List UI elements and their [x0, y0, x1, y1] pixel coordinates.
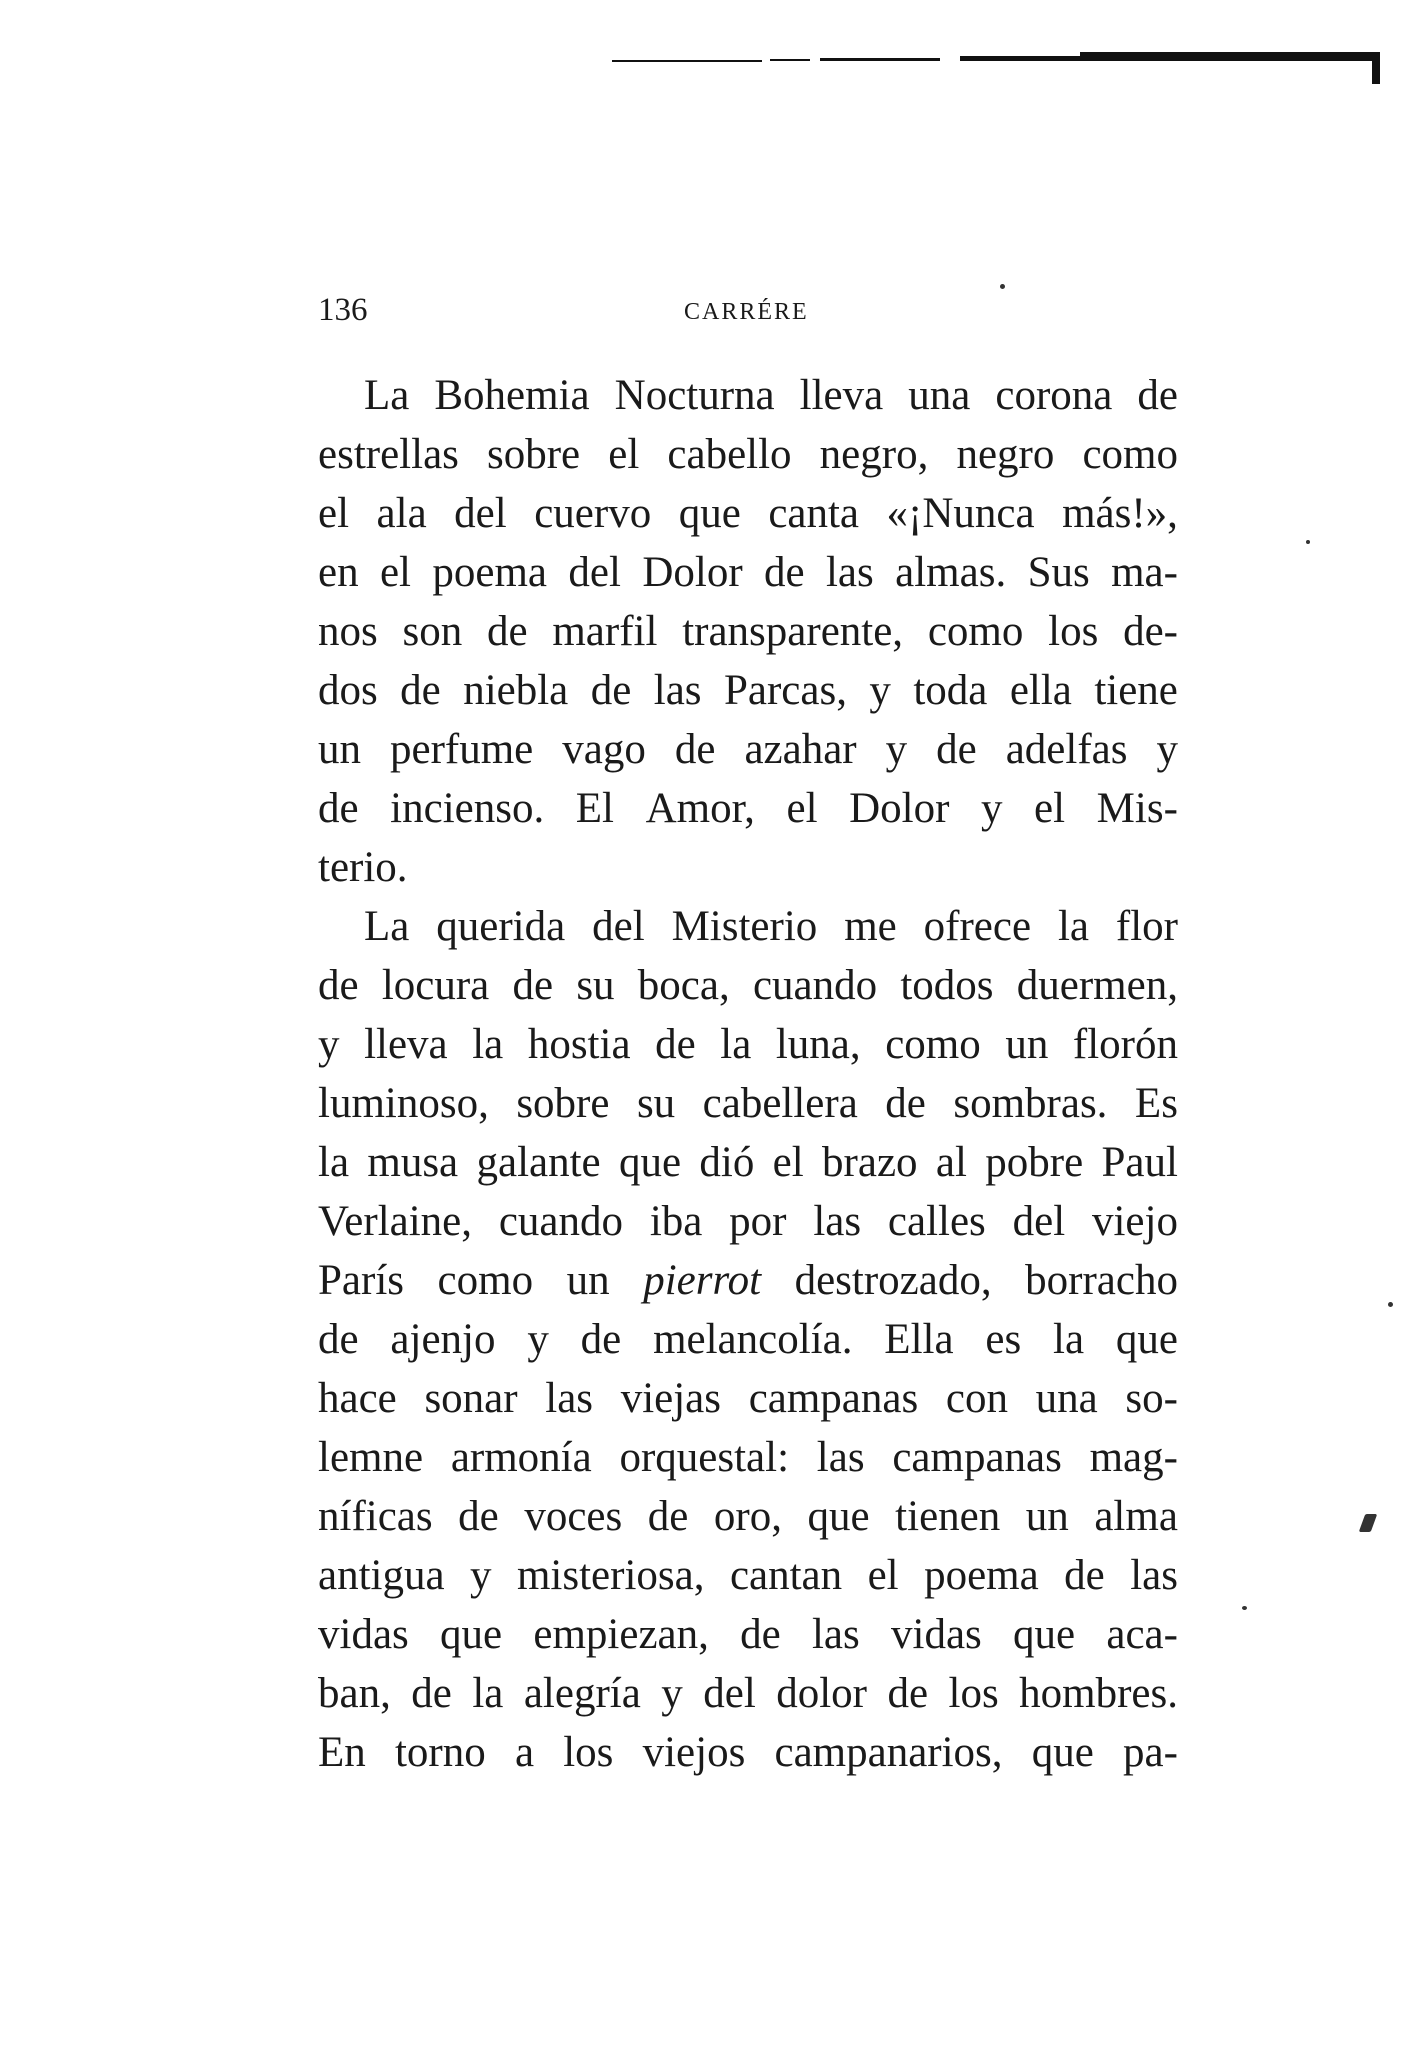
word: y [470, 1552, 492, 1599]
word: luna, [775, 1021, 861, 1068]
word: azahar [744, 726, 857, 773]
word: por [729, 1198, 787, 1245]
word: destrozado, [794, 1257, 992, 1304]
word: cuando [498, 1198, 623, 1245]
word: voces [524, 1493, 623, 1540]
word: Amor, [645, 785, 755, 832]
word: transparente, [682, 608, 904, 655]
word: la [720, 1021, 752, 1068]
word: níficas [318, 1493, 433, 1540]
word: del [568, 549, 621, 596]
text-line [318, 1487, 1178, 1546]
word: del [703, 1670, 756, 1717]
word: a [514, 1729, 535, 1776]
text-line [318, 1369, 1178, 1428]
word: las [653, 667, 702, 714]
word: corona [995, 372, 1113, 419]
word: antigua [318, 1552, 445, 1599]
word: locura [381, 962, 490, 1009]
scan-speck [1306, 540, 1310, 544]
word: la [472, 1021, 504, 1068]
word: de [1137, 372, 1178, 419]
word: pobre [985, 1139, 1084, 1186]
word: y [869, 667, 891, 714]
scan-speck [1242, 1606, 1247, 1610]
page-number: 136 [318, 292, 368, 328]
text-line [318, 1015, 1178, 1074]
word: los [948, 1670, 999, 1717]
word: canta [768, 490, 860, 537]
word: el [1034, 785, 1066, 832]
word: al [935, 1139, 967, 1186]
word: París [318, 1257, 404, 1304]
text-line [318, 1605, 1178, 1664]
word: y [661, 1670, 683, 1717]
word: del [454, 490, 507, 537]
word: los [563, 1729, 614, 1776]
word: como [885, 1021, 981, 1068]
word: vidas [318, 1611, 409, 1658]
word: ban, [318, 1670, 391, 1717]
word: son [402, 608, 463, 655]
word: torno [394, 1729, 486, 1776]
word: como [1082, 431, 1178, 478]
word: mag- [1089, 1434, 1178, 1481]
word: de [740, 1611, 781, 1658]
word: campanas [892, 1434, 1062, 1481]
word: sobre [516, 1080, 610, 1127]
word: las [811, 1611, 860, 1658]
word: con [945, 1375, 1008, 1422]
word: su [576, 962, 615, 1009]
text-line [318, 1664, 1178, 1723]
word: brazo [822, 1139, 918, 1186]
word: en [318, 549, 359, 596]
word: melancolía. [653, 1316, 853, 1363]
text-line [318, 838, 1178, 897]
word: viejas [620, 1375, 722, 1422]
word: misteriosa, [516, 1552, 705, 1599]
word: que [440, 1611, 503, 1658]
text-line [318, 1310, 1178, 1369]
word: un [1005, 1021, 1049, 1068]
word: alma [1094, 1493, 1178, 1540]
text-line [318, 425, 1178, 484]
word: Sus [1027, 549, 1090, 596]
word: La [364, 903, 410, 950]
word: hombres. [1019, 1670, 1178, 1717]
word: ajenjo [390, 1316, 496, 1363]
word: Verlaine, [318, 1198, 473, 1245]
word: perfume [390, 726, 534, 773]
word: las [1130, 1552, 1178, 1599]
word: estrellas [318, 431, 459, 478]
word: de [936, 726, 977, 773]
word: y [1156, 726, 1178, 773]
word: negro, [819, 431, 929, 478]
word: sombras. [953, 1080, 1108, 1127]
word: es [985, 1316, 1022, 1363]
word: del [592, 903, 645, 950]
word: so- [1125, 1375, 1178, 1422]
word: Ella [884, 1316, 954, 1363]
text-line [318, 661, 1178, 720]
word: cantan [729, 1552, 843, 1599]
word: boca, [637, 962, 730, 1009]
word: campanarios, [774, 1729, 1003, 1776]
word: hace [318, 1375, 397, 1422]
word: la [1053, 1316, 1085, 1363]
word: que [1115, 1316, 1178, 1363]
word: Dolor [642, 549, 743, 596]
word: terio. [318, 844, 408, 891]
running-head: CARRÉRE [684, 299, 809, 325]
scan-speck [1000, 284, 1005, 289]
word: el [379, 549, 412, 596]
word: un [318, 726, 361, 773]
word: las [545, 1375, 594, 1422]
word: las [816, 1434, 865, 1481]
word: que [678, 490, 741, 537]
word: oro, [713, 1493, 782, 1540]
word: tienen [895, 1493, 1001, 1540]
word: como [437, 1257, 534, 1304]
word: almas. [895, 549, 1007, 596]
word: y [318, 1021, 340, 1068]
word: el [608, 431, 640, 478]
word: En [318, 1729, 366, 1776]
text-line [318, 956, 1178, 1015]
word: una [1035, 1375, 1098, 1422]
word: cuervo [534, 490, 652, 537]
word: lemne [318, 1434, 424, 1481]
word: Bohemia [434, 372, 590, 419]
word: y [527, 1316, 549, 1363]
text-line [318, 779, 1178, 838]
word: de [1064, 1552, 1105, 1599]
text-line [318, 1546, 1178, 1605]
word: iba [649, 1198, 703, 1245]
word: de- [1123, 608, 1178, 655]
word: sonar [424, 1375, 518, 1422]
word: Misterio [671, 903, 818, 950]
word: musa [367, 1139, 459, 1186]
word: Es [1134, 1080, 1178, 1127]
text-line [318, 602, 1178, 661]
word: un [566, 1257, 610, 1304]
word: más!», [1062, 490, 1178, 537]
word: de [318, 962, 359, 1009]
word: duermen, [1016, 962, 1178, 1009]
word: niebla [463, 667, 569, 714]
word: del [1012, 1198, 1066, 1245]
word: de [318, 1316, 359, 1363]
word: flor [1115, 903, 1178, 950]
word: los [1048, 608, 1099, 655]
text-line [318, 1723, 1178, 1782]
word: de [674, 726, 716, 773]
word: la [1057, 903, 1089, 950]
word: El [575, 785, 614, 832]
word: de [655, 1021, 696, 1068]
word: ofrece [923, 903, 1032, 950]
word: querida [436, 903, 566, 950]
word: de [411, 1670, 452, 1717]
word: empiezan, [533, 1611, 709, 1658]
text-line [318, 897, 1178, 956]
word: la [318, 1139, 350, 1186]
word: dos [318, 667, 378, 714]
word: orquestal: [619, 1434, 790, 1481]
word: incienso. [390, 785, 545, 832]
word: el [318, 490, 350, 537]
word: las [813, 1198, 862, 1245]
word: y [885, 726, 908, 773]
word: cuando [752, 962, 878, 1009]
word: y [980, 785, 1003, 832]
word: toda [913, 667, 988, 714]
word: borracho [1025, 1257, 1178, 1304]
word: de [318, 785, 359, 832]
word: alegría [523, 1670, 641, 1717]
word: poema [432, 549, 548, 596]
word: pa- [1123, 1729, 1178, 1776]
word: Dolor [849, 785, 950, 832]
word: de [647, 1493, 689, 1540]
word: luminoso, [318, 1080, 489, 1127]
text-line [318, 1192, 1178, 1251]
word: Paul [1101, 1139, 1178, 1186]
word: de [590, 667, 632, 714]
word: «¡Nunca [886, 490, 1035, 537]
word: ala [376, 490, 427, 537]
word: que [1013, 1611, 1076, 1658]
word: Mis- [1096, 785, 1178, 832]
word: una [908, 372, 971, 419]
word: calles [887, 1198, 986, 1245]
word: campanas [748, 1375, 919, 1422]
word: la [472, 1670, 504, 1717]
word: un [1025, 1493, 1069, 1540]
word: hostia [527, 1021, 631, 1068]
word: el [786, 785, 818, 832]
word: de [458, 1493, 499, 1540]
word: el [772, 1139, 804, 1186]
scan-speck [1359, 1514, 1378, 1532]
word: Parcas, [723, 667, 847, 714]
word: galante [476, 1139, 601, 1186]
text-line [318, 543, 1178, 602]
word: ma- [1111, 549, 1178, 596]
word: de [512, 962, 554, 1009]
word: adelfas [1005, 726, 1128, 773]
word: viejos [642, 1729, 746, 1776]
word: lleva [799, 372, 884, 419]
scan-speck [1388, 1302, 1393, 1307]
word: dió [699, 1139, 755, 1186]
word: de [487, 608, 528, 655]
word: que [1031, 1729, 1094, 1776]
word: su [636, 1080, 676, 1127]
word: dolor [776, 1670, 868, 1717]
word: de [580, 1316, 622, 1363]
text-line [318, 366, 1178, 425]
word: de [400, 667, 441, 714]
word: nos [318, 608, 378, 655]
word: que [807, 1493, 870, 1540]
word: como [927, 608, 1024, 655]
text-line [318, 1074, 1178, 1133]
word: tiene [1094, 667, 1178, 714]
text-line [318, 1251, 1178, 1310]
word: cabellera [702, 1080, 858, 1127]
word: Nocturna [614, 372, 775, 419]
word: negro [956, 431, 1055, 478]
word: de [885, 1080, 926, 1127]
word: aca- [1106, 1611, 1178, 1658]
word: el [867, 1552, 899, 1599]
text-line [318, 1428, 1178, 1487]
word: ella [1009, 667, 1072, 714]
word: vago [562, 726, 646, 773]
word: de [764, 549, 805, 596]
word: me [844, 903, 897, 950]
word: que [618, 1139, 682, 1186]
word: sobre [487, 431, 581, 478]
word: La [364, 372, 410, 419]
text-line [318, 1133, 1178, 1192]
word: marfil [552, 608, 658, 655]
word: todos [900, 962, 994, 1009]
word: vidas [891, 1611, 982, 1658]
word: armonía [450, 1434, 592, 1481]
word: lleva [364, 1021, 448, 1068]
word: cabello [667, 431, 792, 478]
text-line [318, 484, 1178, 543]
text-line [318, 720, 1178, 779]
word: las [825, 549, 874, 596]
body-text [318, 366, 1178, 1782]
word: poema [924, 1552, 1039, 1599]
word: florón [1072, 1021, 1178, 1068]
word: pierrot [643, 1257, 762, 1304]
word: viejo [1091, 1198, 1178, 1245]
word: de [887, 1670, 929, 1717]
